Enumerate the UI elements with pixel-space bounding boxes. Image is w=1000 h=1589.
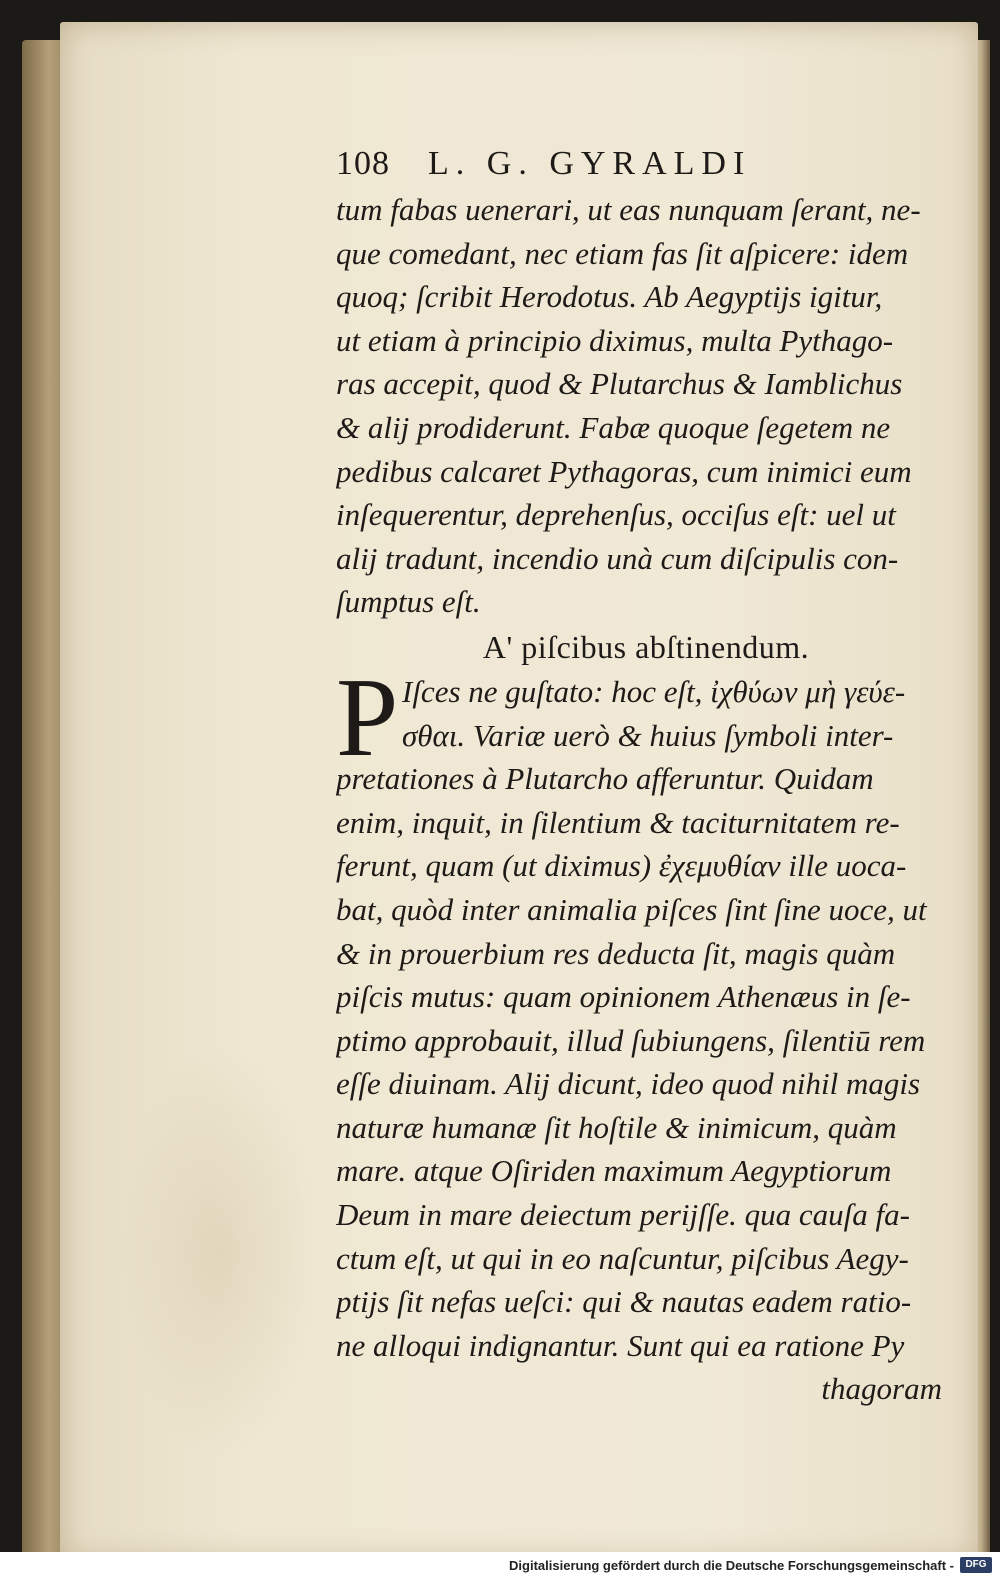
paragraph-2 (336, 655, 956, 1411)
text-block (336, 140, 956, 1411)
text-line: alij tradunt, incendio unà cum diſcipulis con- (336, 540, 899, 576)
text-line: ne alloqui indignantur. Sunt qui ea ratione Py (336, 1327, 905, 1363)
text-line: σθαι. Variæ uerò & huius ſymboli inter- (402, 717, 894, 753)
text-line: piſcis mutus: quam opinionem Athenæus in ſe- (336, 979, 911, 1015)
text-line: ferunt, quam (ut diximus) ἐχεμυθίαν ille uoca- (336, 848, 907, 884)
funding-notice: Digitalisierung gefördert durch die Deutsche Forschungsgemeinschaft - (509, 1558, 954, 1573)
text-line: mare. atque Oſiriden maximum Aegyptiorum (336, 1153, 892, 1189)
text-line: ptimo approbauit, illud ſubiungens, ſilentiū rem (336, 1022, 926, 1058)
text-line: & in prouerbium res deducta ſit, magis quàm (336, 935, 896, 971)
text-line: pedibus calcaret Pythagoras, cum inimici eum (336, 453, 912, 489)
catchword: thagoram (821, 1371, 942, 1407)
text-line: Deum in mare deiectum perijſſe. qua cauſa fa- (336, 1197, 910, 1233)
text-line: que comedant, nec etiam fas ſit aſpicere: idem (336, 235, 909, 271)
text-line: Iſces ne guſtato: hoc eſt, ἰχθύων μὴ γεύε- (402, 673, 906, 709)
text-line: ut etiam à principio diximus, multa Pythago- (336, 322, 894, 358)
text-line: enim, inquit, in ſilentium & taciturnitatem re- (336, 804, 900, 840)
running-title: L. G. GYRALDI (428, 145, 752, 182)
text-line: & alij prodiderunt. Fabæ quoque ſegetem ne (336, 409, 891, 445)
text-line: eſſe diuinam. Alij dicunt, ideo quod nihil magis (336, 1066, 921, 1102)
text-line: ctum eſt, ut qui in eo naſcuntur, piſcibus Aegy- (336, 1240, 909, 1276)
section-heading: A' piſcibus abſtinendum. (482, 628, 810, 665)
running-head (336, 140, 956, 188)
text-line: quoq; ſcribit Herodotus. Ab Aegyptijs igitur, (336, 279, 883, 315)
paper-stain (120, 1042, 320, 1462)
text-line: bat, quòd inter animalia piſces ſint ſine uoce, ut (336, 891, 927, 927)
text-line: tum fabas uenerari, ut eas nunquam ſerant, ne- (336, 192, 921, 227)
drop-cap: P (336, 655, 399, 780)
page-number: 108 (336, 145, 390, 182)
text-line: ſumptus eſt. (336, 584, 481, 620)
text-line: naturæ humanæ ſit hoſtile & inimicum, quàm (336, 1109, 897, 1145)
dfg-logo: DFG (960, 1557, 992, 1573)
text-line: pretationes à Plutarcho afferuntur. Quidam (336, 761, 874, 797)
text-line: ras accepit, quod & Plutarchus & Iamblichus (336, 366, 903, 402)
text-line: inſequerentur, deprehenſus, occiſus eſt: uel ut (336, 497, 896, 533)
paragraph-1 (336, 188, 956, 624)
text-line: ptijs ſit nefas ueſci: qui & nautas eadem ratio- (336, 1284, 912, 1320)
